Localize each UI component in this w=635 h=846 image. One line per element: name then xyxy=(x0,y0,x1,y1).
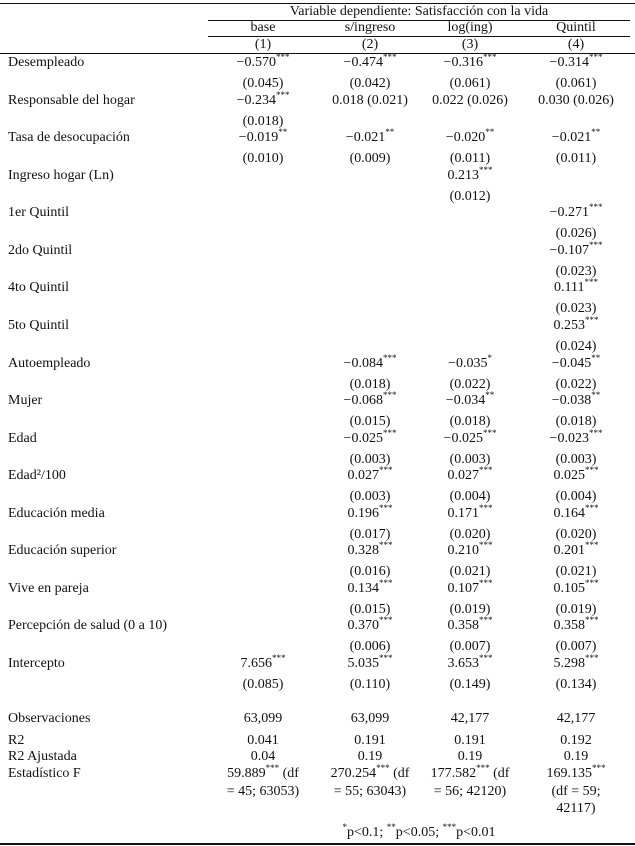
significance-stars: *** xyxy=(585,502,599,513)
coefficient xyxy=(320,390,420,409)
row-label: Percepción de salud (0 a 10) xyxy=(8,618,167,634)
standard-error: (0.004) xyxy=(555,489,597,505)
coefficient xyxy=(522,352,630,372)
footnote-text: p<0.1; xyxy=(347,825,387,840)
standard-error: (0.018) xyxy=(555,414,597,430)
model-name: Quintil xyxy=(556,20,596,35)
value: 0.358 xyxy=(447,618,479,634)
value: 0.358 xyxy=(553,618,585,634)
significance-stars: *** xyxy=(275,89,290,100)
model-number: (1) xyxy=(254,37,272,52)
coefficient xyxy=(320,653,420,672)
coefficient xyxy=(522,52,630,71)
coefficient xyxy=(208,653,318,672)
standard-error: (0.149) xyxy=(449,677,491,692)
value: −0.068 xyxy=(343,393,383,409)
standard-error: (0.004) xyxy=(449,489,491,505)
significance-stars: ** xyxy=(591,127,601,138)
standard-error: (0.017) xyxy=(349,526,391,542)
standard-error: (0.023) xyxy=(555,301,597,317)
value: −0.038 xyxy=(551,393,592,409)
header-rule xyxy=(0,53,635,54)
coefficient xyxy=(522,465,630,484)
significance-stars: *** xyxy=(382,52,397,62)
coefficient xyxy=(320,427,420,447)
significance-stars: ** xyxy=(386,822,396,832)
stat-label: R2 Ajustada xyxy=(8,749,77,764)
standard-error: (0.026) xyxy=(555,226,597,242)
stat-value: 63,099 xyxy=(350,711,390,726)
coefficient xyxy=(522,239,630,259)
significance-stars: *** xyxy=(265,763,280,773)
bottom-rule xyxy=(0,843,635,845)
value: 5.298 xyxy=(553,656,585,671)
value: 0.030 (0.026) xyxy=(538,92,614,108)
significance-stars: *** xyxy=(588,202,603,213)
significance-stars: ** xyxy=(591,390,601,401)
value: 0.105 xyxy=(553,580,585,596)
value: 0.022 (0.026) xyxy=(432,92,508,108)
significance-stars: *** xyxy=(584,277,598,288)
coefficient xyxy=(522,127,630,146)
standard-error: (0.061) xyxy=(449,76,491,91)
stat-value: 0.192 xyxy=(560,733,592,748)
coefficient xyxy=(420,352,520,372)
value: 0.018 (0.021) xyxy=(332,92,408,108)
standard-error: (0.021) xyxy=(555,564,597,580)
standard-error: (0.134) xyxy=(555,677,597,692)
standard-error: (0.110) xyxy=(349,677,391,692)
significance-stars: *** xyxy=(585,465,599,476)
value: 0.107 xyxy=(447,580,479,596)
standard-error: (0.022) xyxy=(555,376,597,392)
value: −0.474 xyxy=(343,55,383,70)
value: 0.196 xyxy=(347,505,379,521)
row-label: Mujer xyxy=(8,393,43,409)
coefficient xyxy=(522,390,630,409)
coefficient xyxy=(522,202,630,221)
row-label: Vive en pareja xyxy=(8,580,89,596)
value-suffix: (df xyxy=(489,766,510,781)
value: 7.656 xyxy=(240,656,272,671)
significance-stars: *** xyxy=(442,822,457,832)
standard-error: (0.021) xyxy=(449,564,491,580)
stat-value: 0.19 xyxy=(457,749,483,764)
coefficient xyxy=(522,502,630,522)
f-statistic xyxy=(320,784,420,800)
significance-stars: *** xyxy=(382,427,397,438)
row-label: Responsable del hogar xyxy=(8,92,135,108)
standard-error: (0.003) xyxy=(449,451,491,467)
stat-value: 0.041 xyxy=(247,733,279,748)
value: −0.020 xyxy=(445,130,486,146)
standard-error: (0.020) xyxy=(449,526,491,542)
row-label: 5to Quintil xyxy=(8,317,70,333)
significance-stars: *** xyxy=(479,577,493,588)
significance-stars: ** xyxy=(591,352,601,363)
value: 3.653 xyxy=(447,656,479,671)
row-label: Educación superior xyxy=(8,543,117,559)
coefficient xyxy=(420,653,520,672)
coefficient xyxy=(320,127,420,146)
coefficient xyxy=(522,314,630,334)
coefficient xyxy=(522,577,630,597)
significance-stars: *** xyxy=(382,352,397,363)
standard-error: (0.018) xyxy=(242,113,284,129)
significance-stars: *** xyxy=(585,577,599,588)
coefficient xyxy=(522,653,630,672)
coefficient xyxy=(320,577,420,597)
significance-stars: ** xyxy=(485,390,495,401)
significance-stars: * xyxy=(342,822,347,832)
f-statistic xyxy=(522,784,630,800)
standard-error: (0.007) xyxy=(449,639,491,655)
f-statistic xyxy=(522,763,630,782)
standard-error: (0.045) xyxy=(242,76,284,91)
standard-error: (0.003) xyxy=(555,451,597,467)
standard-error: (0.003) xyxy=(349,451,391,467)
standard-error: (0.019) xyxy=(449,601,491,617)
value: 59.889 xyxy=(227,766,266,781)
standard-error: (0.085) xyxy=(242,677,284,692)
significance-stars: *** xyxy=(588,239,603,250)
coefficient xyxy=(320,615,420,634)
coefficient xyxy=(420,164,520,184)
f-statistic xyxy=(208,763,318,782)
value: 0.134 xyxy=(347,580,379,596)
significance-stars: *** xyxy=(588,52,603,62)
stat-value: 0.19 xyxy=(563,749,589,764)
model-number: (4) xyxy=(567,37,585,52)
significance-stars: *** xyxy=(479,465,493,476)
significance-stars: *** xyxy=(476,763,490,773)
value: 0.027 xyxy=(447,468,479,484)
standard-error: (0.020) xyxy=(555,526,597,542)
footnote-text: p<0.01 xyxy=(456,825,496,840)
stat-value: 42,177 xyxy=(450,711,490,726)
coefficient xyxy=(420,577,520,597)
row-label: Edad xyxy=(8,430,37,446)
coefficient xyxy=(522,93,630,109)
value: 270.254 xyxy=(330,766,377,781)
value: −0.025 xyxy=(443,430,483,446)
coefficient xyxy=(420,127,520,146)
significance-stars: *** xyxy=(379,615,393,626)
value: 0.201 xyxy=(553,543,585,559)
significance-stars: *** xyxy=(379,502,393,513)
significance-stars: *** xyxy=(479,615,493,626)
row-label: 4to Quintil xyxy=(8,280,70,296)
significance-stars: *** xyxy=(376,763,390,773)
coefficient xyxy=(320,465,420,484)
value: 42117) xyxy=(556,801,596,816)
coefficient xyxy=(320,352,420,372)
f-statistic xyxy=(320,763,420,782)
coefficient xyxy=(208,52,318,71)
value: 0.025 xyxy=(553,468,585,484)
value: −0.035 xyxy=(448,355,488,371)
stat-value: 0.191 xyxy=(454,733,486,748)
value: −0.021 xyxy=(551,130,592,146)
significance-stars: *** xyxy=(479,164,493,175)
value: 0.164 xyxy=(553,505,585,521)
coefficient xyxy=(420,540,520,559)
significance-stars: *** xyxy=(585,314,599,325)
f-statistic xyxy=(522,801,630,817)
model-number: (2) xyxy=(361,37,379,52)
coefficient xyxy=(420,615,520,634)
stat-label: Observaciones xyxy=(8,711,91,726)
value: 177.582 xyxy=(430,766,477,781)
footnote xyxy=(208,822,630,841)
model-name: base xyxy=(250,20,276,35)
significance-stars: *** xyxy=(585,540,599,551)
coefficient xyxy=(420,502,520,522)
standard-error: (0.018) xyxy=(449,414,491,430)
value: −0.316 xyxy=(443,55,483,70)
standard-error: (0.011) xyxy=(449,151,491,167)
stat-value: 0.191 xyxy=(354,733,386,748)
significance-stars: *** xyxy=(382,390,397,401)
footnote-text: p<0.05; xyxy=(395,825,443,840)
value: −0.034 xyxy=(445,393,486,409)
standard-error: (0.003) xyxy=(349,489,391,505)
row-label: 1er Quintil xyxy=(8,205,70,221)
value: −0.234 xyxy=(236,92,276,108)
standard-error: (0.010) xyxy=(242,151,284,167)
row-label: 2do Quintil xyxy=(8,242,73,258)
value: 0.370 xyxy=(347,618,379,634)
standard-error: (0.011) xyxy=(555,151,597,167)
value: 0.328 xyxy=(347,543,379,559)
coefficient xyxy=(420,390,520,409)
value-suffix: (df xyxy=(389,766,410,781)
f-statistic xyxy=(208,784,318,800)
f-statistic xyxy=(420,784,520,800)
value: 0.253 xyxy=(553,317,585,333)
value: −0.045 xyxy=(551,355,592,371)
coefficient xyxy=(522,427,630,447)
significance-stars: *** xyxy=(379,465,393,476)
significance-stars: *** xyxy=(585,615,599,626)
standard-error: (0.015) xyxy=(349,601,391,617)
value-suffix: (df xyxy=(279,766,299,781)
value: −0.023 xyxy=(549,430,589,446)
coefficient xyxy=(208,127,318,146)
dependent-variable-title: Variable dependiente: Satisfacción con la vida xyxy=(289,4,549,19)
row-label: Ingreso hogar (Ln) xyxy=(8,167,114,183)
value: = 56; 42120) xyxy=(433,783,507,799)
value: −0.107 xyxy=(549,242,589,258)
value: = 55; 63043) xyxy=(333,783,407,799)
standard-error: (0.015) xyxy=(349,414,391,430)
value: 0.111 xyxy=(554,280,585,296)
significance-stars: *** xyxy=(479,502,493,513)
standard-error: (0.024) xyxy=(555,338,597,354)
significance-stars: *** xyxy=(482,52,497,62)
standard-error: (0.006) xyxy=(349,639,391,655)
stat-value: 0.19 xyxy=(357,749,383,764)
coefficient xyxy=(208,89,318,109)
significance-stars: *** xyxy=(479,540,493,551)
standard-error: (0.012) xyxy=(449,188,491,204)
coefficient xyxy=(420,52,520,71)
standard-error: (0.016) xyxy=(349,564,391,580)
value: 0.171 xyxy=(447,505,479,521)
value: (df = 59; xyxy=(551,783,601,799)
significance-stars: *** xyxy=(585,653,599,663)
model-name: log(ing) xyxy=(447,20,493,35)
standard-error: (0.042) xyxy=(349,76,391,91)
coefficient xyxy=(320,540,420,559)
value: −0.271 xyxy=(549,205,589,221)
significance-stars: *** xyxy=(379,653,393,663)
significance-stars: *** xyxy=(482,427,497,438)
row-label: Autoempleado xyxy=(8,355,91,371)
significance-stars: *** xyxy=(592,763,606,773)
significance-stars: *** xyxy=(379,540,393,551)
value: −0.570 xyxy=(236,55,276,70)
significance-stars: *** xyxy=(379,577,393,588)
standard-error: (0.009) xyxy=(349,151,391,167)
stat-value: 0.04 xyxy=(250,749,276,764)
model-number: (3) xyxy=(461,37,479,52)
value: 0.210 xyxy=(447,543,479,559)
value: = 45; 63053) xyxy=(226,783,300,799)
significance-stars: ** xyxy=(278,127,288,138)
value: −0.025 xyxy=(343,430,383,446)
row-label: Tasa de desocupación xyxy=(8,130,130,146)
significance-stars: *** xyxy=(275,52,290,62)
coefficient xyxy=(420,465,520,484)
f-statistic xyxy=(420,763,520,782)
model-name: s/ingreso xyxy=(344,20,396,35)
stat-value: 63,099 xyxy=(243,711,283,726)
stat-label: R2 xyxy=(8,733,25,748)
standard-error: (0.018) xyxy=(349,376,391,392)
value: −0.084 xyxy=(343,355,383,371)
significance-stars: ** xyxy=(485,127,495,138)
coefficient xyxy=(522,277,630,296)
value: −0.021 xyxy=(345,130,386,146)
coefficient xyxy=(320,93,420,109)
coefficient xyxy=(522,540,630,559)
row-label: Desempleado xyxy=(8,55,85,70)
coefficient xyxy=(420,427,520,447)
significance-stars: * xyxy=(487,352,492,363)
stat-label: Estadístico F xyxy=(8,766,81,781)
stat-value: 42,177 xyxy=(556,711,596,726)
value: 0.027 xyxy=(347,468,379,484)
value: −0.314 xyxy=(549,55,589,70)
standard-error: (0.007) xyxy=(555,639,597,655)
value: −0.019 xyxy=(238,130,279,146)
significance-stars: ** xyxy=(385,127,395,138)
row-label: Educación media xyxy=(8,505,105,521)
significance-stars: *** xyxy=(272,653,286,663)
significance-stars: *** xyxy=(588,427,603,438)
coefficient xyxy=(522,615,630,634)
value: 5.035 xyxy=(347,656,379,671)
significance-stars: *** xyxy=(479,653,493,663)
standard-error: (0.019) xyxy=(555,601,597,617)
standard-error: (0.022) xyxy=(449,376,491,392)
coefficient xyxy=(420,93,520,109)
value: 0.213 xyxy=(447,167,479,183)
coefficient xyxy=(320,502,420,522)
row-label: Edad²/100 xyxy=(8,468,66,484)
row-label: Intercepto xyxy=(8,656,65,671)
value: 169.135 xyxy=(546,766,592,781)
coefficient xyxy=(320,52,420,71)
standard-error: (0.023) xyxy=(555,263,597,279)
standard-error: (0.061) xyxy=(555,76,597,91)
